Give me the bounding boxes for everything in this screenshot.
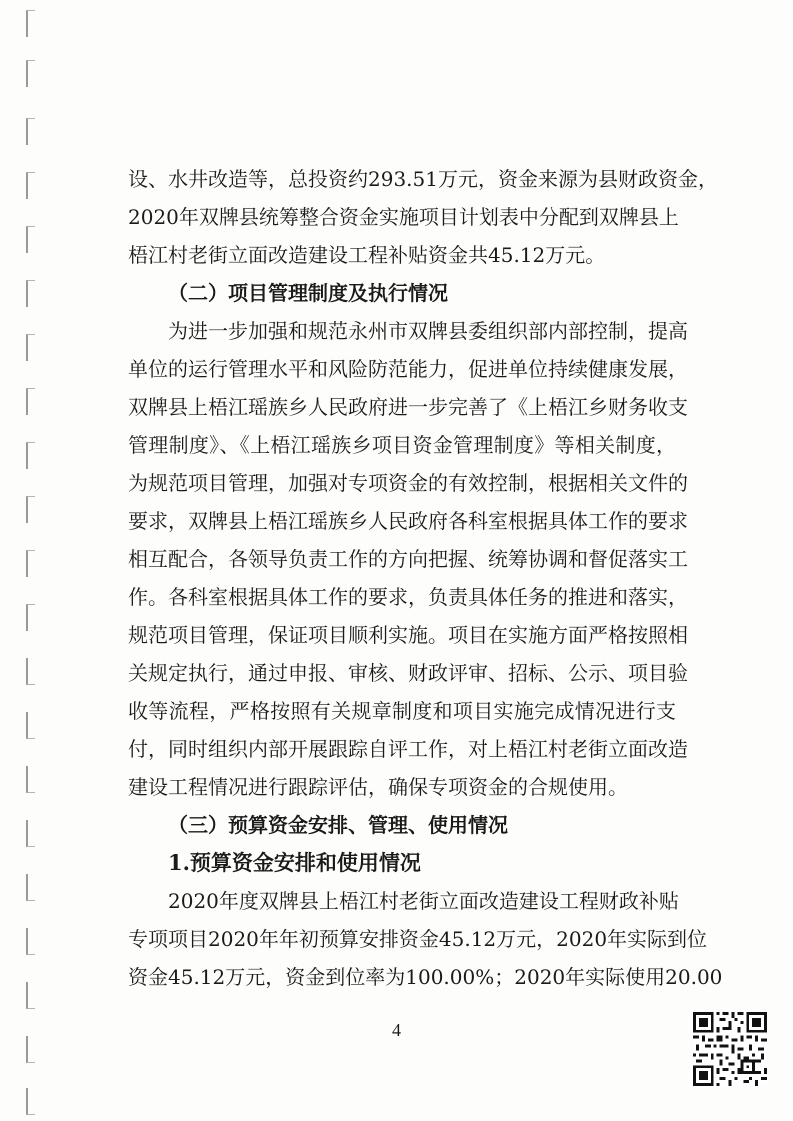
binding-mark: [26, 388, 35, 415]
page-number: 4: [392, 1020, 401, 1040]
binding-mark: [26, 712, 35, 739]
page-content: [128, 160, 723, 996]
binding-mark: [26, 820, 35, 847]
text-line: 关规定执行，通过申报、审核、财政评审、招标、公示、项目验: [128, 661, 688, 685]
text-line: 为进一步加强和规范永州市双牌县委组织部内部控制，提高: [168, 319, 688, 343]
binding-mark: [26, 226, 35, 253]
qr-code-icon: [693, 1012, 767, 1086]
binding-mark: [26, 60, 35, 87]
text-line: 专项项目2020年年初预算安排资金45.12万元，2020年实际到位: [128, 927, 708, 951]
binding-mark: [26, 658, 35, 685]
binding-mark: [26, 766, 35, 793]
text-line: 单位的运行管理水平和风险防范能力，促进单位持续健康发展，: [128, 357, 688, 381]
text-line: 要求，双牌县上梧江瑶族乡人民政府各科室根据具体工作的要求: [128, 509, 688, 533]
paragraph-continuation: [128, 160, 718, 274]
text-line: 管理制度》、《上梧江瑶族乡项目资金管理制度》等相关制度，: [128, 433, 676, 457]
binding-mark: [26, 10, 35, 37]
text-line: 建设工程情况进行跟踪评估，确保专项资金的合规使用。: [128, 775, 628, 799]
section-2-paragraph: [128, 312, 688, 806]
subsection-heading-1: 1.预算资金安排和使用情况: [168, 850, 421, 875]
binding-mark: [26, 334, 35, 361]
text-line: 2020年度双牌县上梧江村老街立面改造建设工程财政补贴: [168, 889, 679, 913]
section-heading-2: （二）项目管理制度及执行情况: [168, 281, 448, 305]
binding-mark: [26, 496, 35, 523]
binding-mark: [26, 550, 35, 577]
text-line: 双牌县上梧江瑶族乡人民政府进一步完善了《上梧江乡财务收支: [128, 395, 688, 419]
binding-mark: [26, 172, 35, 199]
text-line: 2020年双牌县统筹整合资金实施项目计划表中分配到双牌县上: [128, 205, 679, 229]
section-heading-3: （三）预算资金安排、管理、使用情况: [168, 813, 508, 837]
text-line: 资金45.12万元，资金到位率为100.00%；2020年实际使用20.00: [128, 965, 723, 989]
binding-mark: [26, 928, 35, 955]
text-line: 为规范项目管理，加强对专项资金的有效控制，根据相关文件的: [128, 471, 688, 495]
section-3-paragraph: [128, 882, 723, 996]
binding-mark: [26, 874, 35, 901]
binding-mark: [26, 1088, 35, 1115]
text-line: 梧江村老街立面改造建设工程补贴资金共45.12万元。: [128, 243, 606, 267]
binding-mark: [26, 280, 35, 307]
binding-marks: [0, 0, 40, 1121]
text-line: 规范项目管理，保证项目顺利实施。项目在实施方面严格按照相: [128, 623, 688, 647]
binding-mark: [26, 442, 35, 469]
binding-mark: [26, 604, 35, 631]
text-line: 设、水井改造等，总投资约293.51万元，资金来源为县财政资金，: [128, 167, 718, 191]
text-line: 作。各科室根据具体工作的要求，负责具体任务的推进和落实，: [128, 585, 688, 609]
binding-mark: [26, 118, 35, 145]
text-line: 收等流程，严格按照有关规章制度和项目实施完成情况进行支: [128, 699, 676, 723]
binding-mark: [26, 982, 35, 1009]
text-line: 相互配合，各领导负责工作的方向把握、统筹协调和督促落实工: [128, 547, 688, 571]
text-line: 付，同时组织内部开展跟踪自评工作，对上梧江村老街立面改造: [128, 737, 688, 761]
